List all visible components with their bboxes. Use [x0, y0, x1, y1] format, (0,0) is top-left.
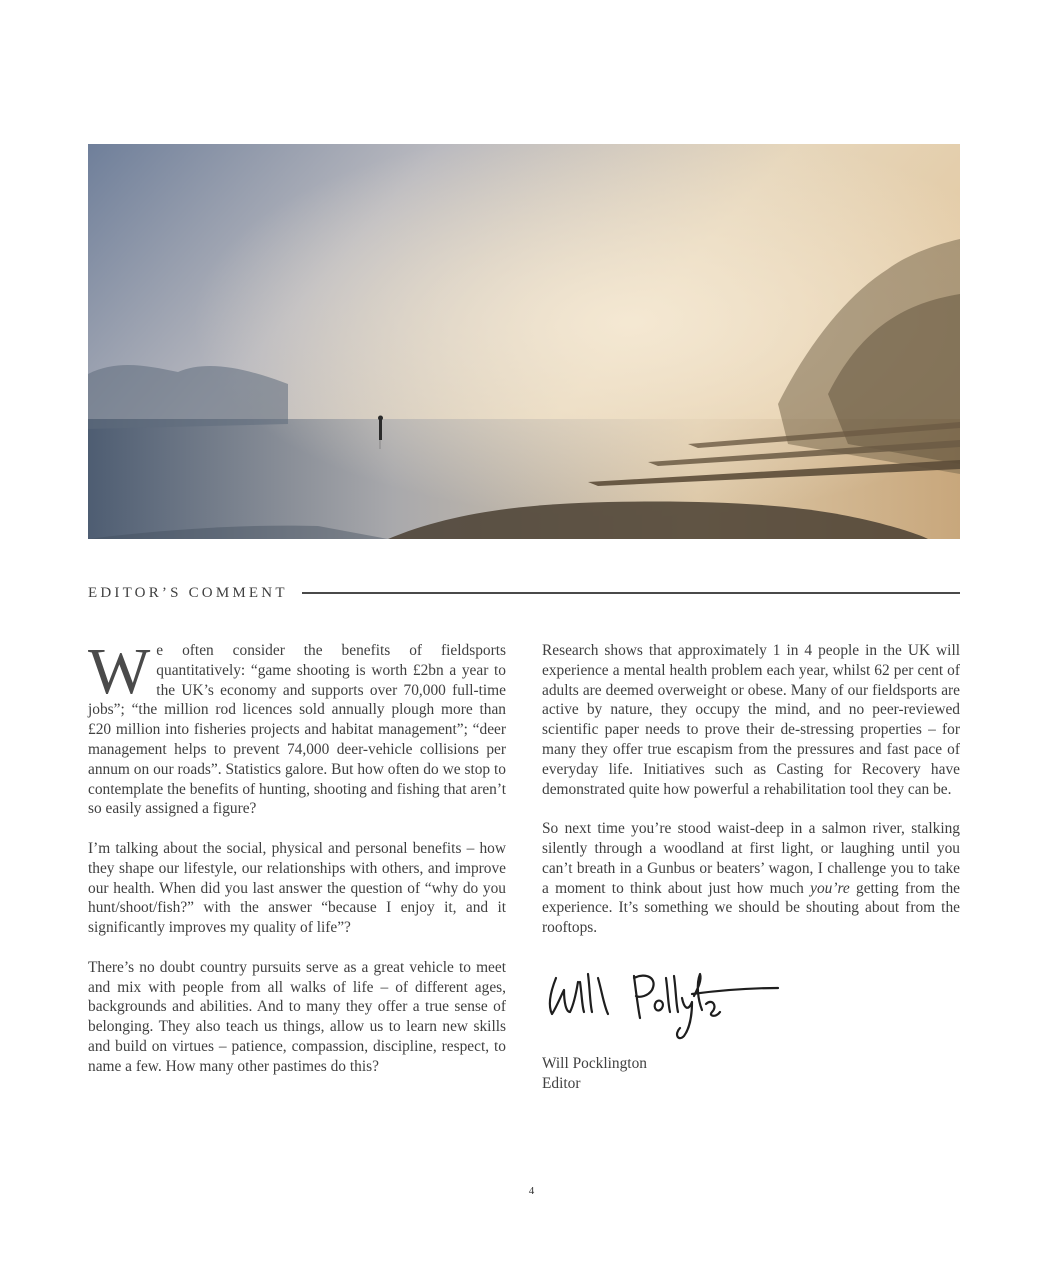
article-column-left	[88, 635, 506, 1096]
article-paragraph-4: Research shows that approximately 1 in 4 people in the UK will experience a mental health problem each year, whilst 62 per cent of adults are deemed overweight or obese. Many of our fieldsports are active by nature, they occupy the mind, and no peer-reviewed scientific paper needs to prove their de-stressing properties – for many they offer true escapism from the pressures and fast pace of everyday life. Initiatives such as Casting for Recovery have demonstrated quite how powerful a rehabilitation tool they can be.	[542, 642, 960, 798]
editor-name: Will Pocklington	[542, 1054, 647, 1072]
hero-photo-misty-river-angler	[88, 144, 960, 539]
article-paragraph-3: There’s no doubt country pursuits serve as a great vehicle to meet and mix with people from all walks of life – of different ages, backgrounds and abilities. And to many they offer a true sense of belonging. They also teach us things, allow us to learn new skills and build on virtues – patience, compassion, discipline, respect, to name a few. How many other pastimes do this?	[88, 958, 506, 1075]
article-column-right	[542, 641, 960, 1093]
article-paragraph-2: I’m talking about the social, physical and personal benefits – how they shape our lifestyle, our relationships with others, and improve our health. When did you last answer the question of “why do you hunt/shoot/fish?” with the answer “because I enjoy it, and it significantly improves my quality of life”?	[88, 839, 506, 937]
section-title: EDITOR’S COMMENT	[88, 584, 288, 601]
section-rule	[302, 592, 960, 594]
article-paragraph-1	[88, 635, 506, 819]
page-number: 4	[528, 1185, 535, 1197]
drop-cap: W	[88, 635, 151, 708]
paragraph-1-text: e often consider the benefits of fieldsports quantitatively: “game shooting is worth £2bn a year to the UK’s economy and supports over 70,000 full-time jobs”; “the million rod licences sold annually plough more than £20 million into fisheries projects and habitat management”; “deer management helps to prevent 74,000 deer-vehicle collisions per annum on our roads”. Statistics galore. But how often do we stop to contemplate the benefits of hunting, shooting and fishing that aren’t so easily assigned a figure?	[88, 642, 506, 818]
editor-signature-image	[542, 958, 782, 1048]
paragraph-5-emphasis: you’re	[810, 879, 850, 897]
article-paragraph-5	[542, 819, 960, 938]
paragraph-5-text-end: getting from the experience. It’s something we should be shouting about from the rooftops.	[542, 879, 960, 937]
editor-role: Editor	[542, 1074, 581, 1092]
section-header	[88, 582, 960, 604]
paragraph-5-text-start: So next time you’re stood waist-deep in a salmon river, stalking silently through a woodland at first light, or laughing until you can’t breath in a Gunbus or beaters’ wagon, I challenge you to take a moment to think about just how much	[542, 820, 960, 897]
